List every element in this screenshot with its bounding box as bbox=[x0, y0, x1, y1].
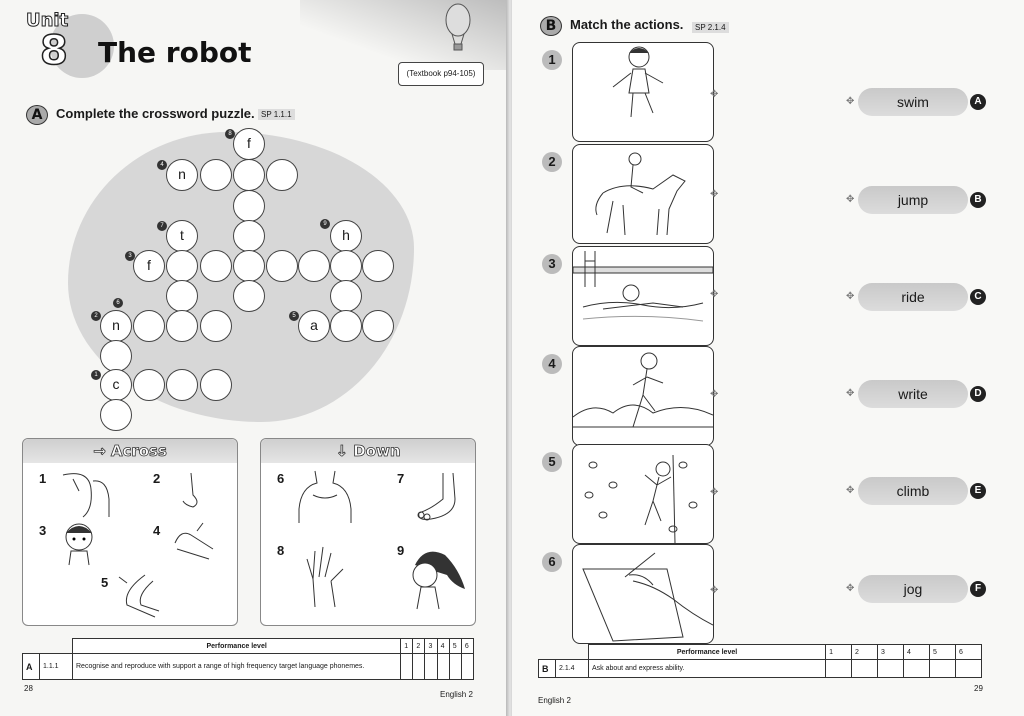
match-dot[interactable]: ✥ bbox=[710, 89, 719, 100]
level-cell: 5 bbox=[930, 645, 956, 660]
crossword-cell[interactable] bbox=[200, 250, 232, 282]
answer-letter: E bbox=[970, 483, 986, 499]
shoulder-illustration-icon bbox=[295, 469, 355, 525]
level-cell: 6 bbox=[955, 645, 981, 660]
level-box[interactable] bbox=[413, 654, 425, 680]
crossword-cell[interactable] bbox=[233, 220, 265, 252]
writing-picture bbox=[572, 544, 714, 644]
crossword-cell[interactable]: n bbox=[100, 310, 132, 342]
crossword-cell[interactable] bbox=[166, 280, 198, 312]
crossword-cell[interactable] bbox=[330, 280, 362, 312]
crossword-cell[interactable] bbox=[133, 310, 165, 342]
row-letter: B bbox=[539, 660, 556, 678]
item-number: 2 bbox=[542, 152, 562, 172]
crossword-cell[interactable]: c bbox=[100, 369, 132, 401]
crossword-cell[interactable]: a bbox=[298, 310, 330, 342]
row-code: 2.1.4 bbox=[556, 660, 589, 678]
match-dot[interactable]: ✥ bbox=[846, 388, 855, 399]
crossword-cell[interactable] bbox=[166, 310, 198, 342]
level-cell: 3 bbox=[878, 645, 904, 660]
unit-label: Unit bbox=[26, 10, 69, 31]
crossword-cell[interactable] bbox=[330, 250, 362, 282]
crossword-cell[interactable] bbox=[233, 190, 265, 222]
section-b-code: SP 2.1.4 bbox=[692, 22, 729, 33]
crossword-cell[interactable] bbox=[362, 310, 394, 342]
crossword-cell[interactable] bbox=[233, 280, 265, 312]
verb-swim: swim bbox=[858, 88, 968, 116]
foot-illustration-icon bbox=[411, 469, 467, 525]
verb-climb: climb bbox=[858, 477, 968, 505]
crossword-cell[interactable] bbox=[200, 369, 232, 401]
level-box[interactable] bbox=[449, 654, 461, 680]
textbook-reference: (Textbook p94-105) bbox=[398, 62, 484, 86]
crossword-cell[interactable]: f bbox=[133, 250, 165, 282]
crossword-cell[interactable] bbox=[233, 159, 265, 191]
crossword-cell[interactable] bbox=[233, 250, 265, 282]
performance-table-b bbox=[538, 644, 982, 678]
down-clue-label: 6 bbox=[277, 471, 285, 486]
match-dot[interactable]: ✥ bbox=[846, 485, 855, 496]
item-number: 3 bbox=[542, 254, 562, 274]
crossword-cell[interactable] bbox=[200, 159, 232, 191]
swimming-picture bbox=[572, 246, 714, 346]
across-clue-label: 2 bbox=[153, 471, 161, 486]
match-dot[interactable]: ✥ bbox=[710, 585, 719, 596]
boy-face-illustration-icon bbox=[59, 519, 99, 567]
across-heading: → Across bbox=[23, 439, 237, 463]
boy-jumping-picture bbox=[572, 42, 714, 142]
item-number: 4 bbox=[542, 354, 562, 374]
across-clue-label: 3 bbox=[39, 523, 47, 538]
crossword-cell[interactable] bbox=[266, 159, 298, 191]
match-dot[interactable]: ✥ bbox=[846, 583, 855, 594]
level-cell: 6 bbox=[461, 639, 473, 654]
down-heading: ↓ Down bbox=[261, 439, 475, 463]
crossword-cell[interactable]: n bbox=[166, 159, 198, 191]
crossword-cell[interactable] bbox=[298, 250, 330, 282]
level-cell: 4 bbox=[437, 639, 449, 654]
down-clue-label: 8 bbox=[277, 543, 285, 558]
level-cell: 5 bbox=[449, 639, 461, 654]
right-page bbox=[512, 0, 1024, 716]
section-b-badge: B bbox=[540, 16, 562, 36]
crossword-cell[interactable] bbox=[166, 369, 198, 401]
answer-letter: C bbox=[970, 289, 986, 305]
match-dot[interactable]: ✥ bbox=[710, 389, 719, 400]
level-cell: 1 bbox=[401, 639, 413, 654]
crossword-cell[interactable] bbox=[362, 250, 394, 282]
section-a-badge: A bbox=[26, 105, 48, 125]
balloon-illustration-area bbox=[300, 0, 508, 70]
match-dot[interactable]: ✥ bbox=[710, 289, 719, 300]
clue-number: 9 bbox=[320, 219, 330, 229]
level-box[interactable] bbox=[852, 660, 878, 678]
unit-number: 8 bbox=[40, 28, 68, 74]
down-clue-label: 9 bbox=[397, 543, 405, 558]
performance-table-a bbox=[22, 638, 474, 680]
hand-illustration-icon bbox=[301, 539, 351, 609]
level-cell: 3 bbox=[425, 639, 437, 654]
across-clue-label: 1 bbox=[39, 471, 47, 486]
match-dot[interactable]: ✥ bbox=[710, 487, 719, 498]
level-box[interactable] bbox=[955, 660, 981, 678]
crossword-cell[interactable] bbox=[200, 310, 232, 342]
nose-illustration-icon bbox=[173, 469, 213, 519]
verb-ride: ride bbox=[858, 283, 968, 311]
footer-label: English 2 bbox=[440, 690, 473, 699]
clue-number: 2 bbox=[91, 311, 101, 321]
page-number: 29 bbox=[974, 684, 983, 693]
answer-letter: F bbox=[970, 581, 986, 597]
verb-write: write bbox=[858, 380, 968, 408]
level-box[interactable] bbox=[401, 654, 413, 680]
down-clues-panel bbox=[260, 438, 476, 626]
answer-letter: A bbox=[970, 94, 986, 110]
across-clue-label: 4 bbox=[153, 523, 161, 538]
crossword-cell[interactable] bbox=[100, 399, 132, 431]
section-a-code: SP 1.1.1 bbox=[258, 109, 295, 120]
rock-climbing-picture bbox=[572, 444, 714, 544]
crossword-cell[interactable] bbox=[166, 250, 198, 282]
item-number: 6 bbox=[542, 552, 562, 572]
level-cell: 4 bbox=[904, 645, 930, 660]
across-clue-label: 5 bbox=[101, 575, 109, 590]
level-box[interactable] bbox=[878, 660, 904, 678]
clue-number: 4 bbox=[157, 160, 167, 170]
hot-air-balloon-icon bbox=[300, 0, 508, 70]
answer-letter: D bbox=[970, 386, 986, 402]
crossword-cell[interactable]: t bbox=[166, 220, 198, 252]
level-box[interactable] bbox=[826, 660, 852, 678]
level-cell: 2 bbox=[852, 645, 878, 660]
clue-number: 6 bbox=[113, 298, 123, 308]
left-page bbox=[0, 0, 508, 716]
verb-jog: jog bbox=[858, 575, 968, 603]
clue-number: 7 bbox=[157, 221, 167, 231]
match-dot[interactable]: ✥ bbox=[846, 96, 855, 107]
crossword-cell[interactable] bbox=[100, 340, 132, 372]
level-cell: 1 bbox=[826, 645, 852, 660]
page-number: 28 bbox=[24, 684, 33, 693]
girl-hair-illustration-icon bbox=[405, 545, 469, 611]
row-description: Recognise and reproduce with support a range of high frequency target language phonemes. bbox=[73, 654, 401, 680]
crossword-cell[interactable] bbox=[133, 369, 165, 401]
section-b-title: Match the actions. bbox=[570, 17, 684, 32]
level-box[interactable] bbox=[425, 654, 437, 680]
row-letter: A bbox=[23, 654, 40, 680]
clue-number: 3 bbox=[125, 251, 135, 261]
crossword-cell[interactable] bbox=[266, 250, 298, 282]
level-cell: 2 bbox=[413, 639, 425, 654]
crossword-cell[interactable] bbox=[330, 310, 362, 342]
match-dot[interactable]: ✥ bbox=[846, 194, 855, 205]
across-clues-panel bbox=[22, 438, 238, 626]
row-description: Ask about and express ability. bbox=[589, 660, 826, 678]
thumb-illustration-icon bbox=[169, 519, 219, 563]
level-box[interactable] bbox=[904, 660, 930, 678]
clue-number: 8 bbox=[225, 129, 235, 139]
item-number: 5 bbox=[542, 452, 562, 472]
section-a-title: Complete the crossword puzzle. bbox=[56, 106, 255, 121]
performance-level-header: Performance level bbox=[589, 645, 826, 660]
down-clue-label: 7 bbox=[397, 471, 405, 486]
verb-jump: jump bbox=[858, 186, 968, 214]
page-title: The robot bbox=[98, 36, 252, 69]
level-box[interactable] bbox=[461, 654, 473, 680]
match-dot[interactable]: ✥ bbox=[710, 189, 719, 200]
footer-label: English 2 bbox=[538, 696, 571, 705]
girl-jogging-picture bbox=[572, 346, 714, 446]
item-number: 1 bbox=[542, 50, 562, 70]
elbow-illustration-icon bbox=[115, 571, 165, 621]
clue-number: 5 bbox=[289, 311, 299, 321]
row-code: 1.1.1 bbox=[40, 654, 73, 680]
horse-riding-picture bbox=[572, 144, 714, 244]
level-box[interactable] bbox=[930, 660, 956, 678]
match-dot[interactable]: ✥ bbox=[846, 291, 855, 302]
performance-level-header: Performance level bbox=[73, 639, 401, 654]
level-box[interactable] bbox=[437, 654, 449, 680]
crossword-cell[interactable]: f bbox=[233, 128, 265, 160]
ear-illustration-icon bbox=[53, 469, 117, 519]
crossword-cell[interactable]: h bbox=[330, 220, 362, 252]
clue-number: 1 bbox=[91, 370, 101, 380]
answer-letter: B bbox=[970, 192, 986, 208]
